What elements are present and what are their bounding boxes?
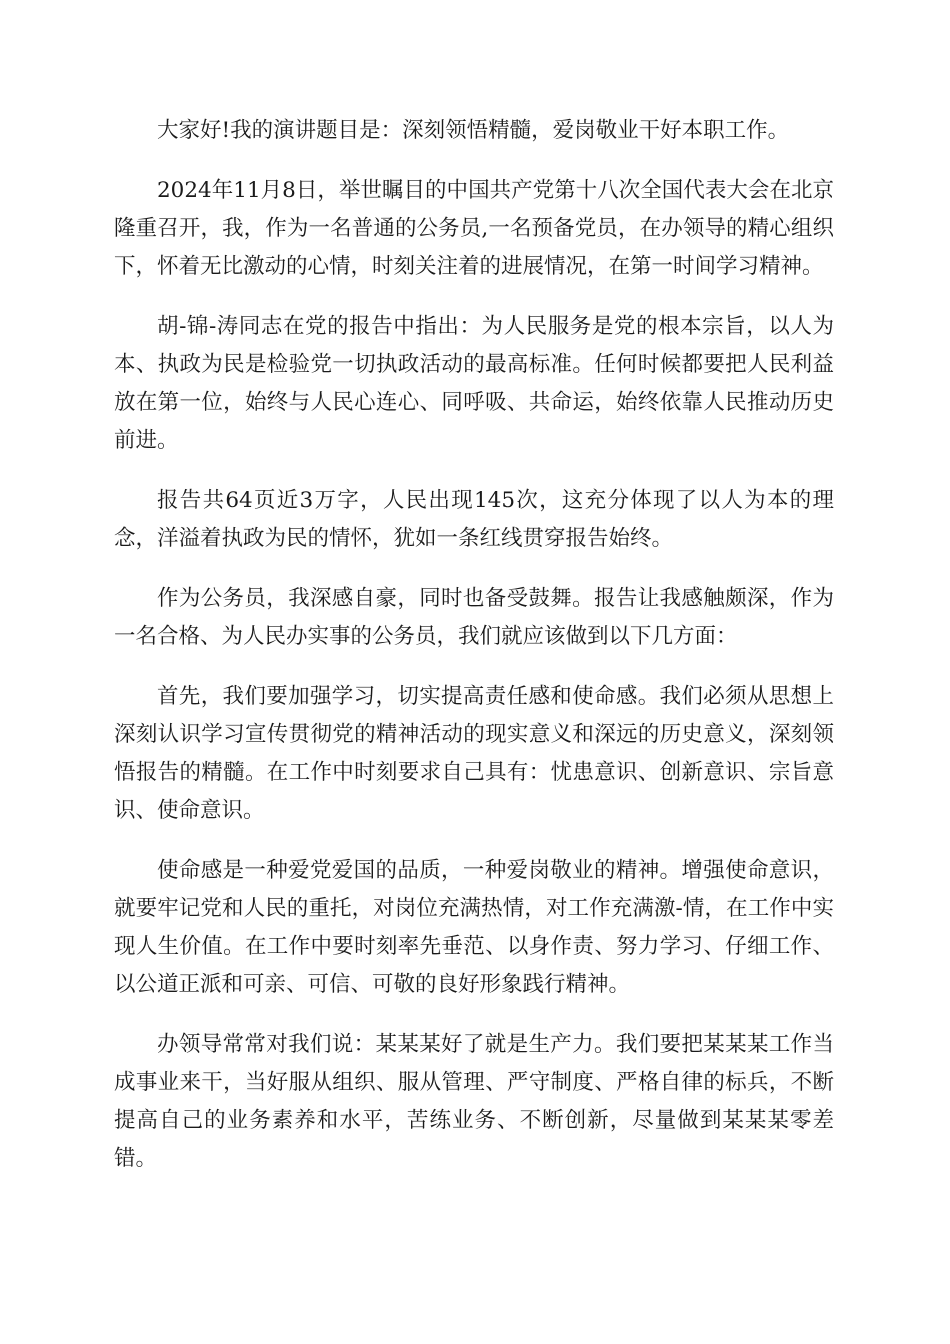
paragraph-greeting: 大家好!我的演讲题目是：深刻领悟精髓，爱岗敬业干好本职工作。 [157,118,790,143]
paragraph-report-stats: 报告共64页近3万字，人民出现145次，这充分体现了以人为本的理念，洋溢着执政为民的情怀，犹如一条红线贯穿报告始终。 [114,488,834,551]
paragraph-leadership: 办领导常常对我们说：某某某好了就是生产力。我们要把某某某工作当成事业来干，当好服从组织、服从管理、严守制度、严格自律的标兵，不断提高自己的业务素养和水平，苦练业务、不断创新，尽量做到某某某零差错。 [114,1032,834,1171]
paragraph-congress-date: 2024年11月8日，举世瞩目的中国共产党第十八次全国代表大会在北京隆重召开，我，作为一名普通的公务员,一名预备党员，在办领导的精心组织下，怀着无比激动的心情，时刻关注着的进展情况，在第一时间学习精神。 [114,178,834,279]
paragraph-civil-servant: 作为公务员，我深感自豪，同时也备受鼓舞。报告让我感触颇深，作为一名合格、为人民办实事的公务员，我们就应该做到以下几方面： [114,586,834,649]
paragraph-mission: 使命感是一种爱党爱国的品质，一种爱岗敬业的精神。增强使命意识，就要牢记党和人民的重托，对岗位充满热情，对工作充满激-情，在工作中实现人生价值。在工作中要时刻率先垂范、以身作责、努力学习、仔细工作、以公道正派和可亲、可信、可敬的良好形象践行精神。 [114,858,834,997]
paragraph-report-quote: 胡-锦-涛同志在党的报告中指出：为人民服务是党的根本宗旨，以人为本、执政为民是检验党一切执政活动的最高标准。任何时候都要把人民利益放在第一位，始终与人民心连心、同呼吸、共命运，始终依靠人民推动历史前进。 [114,314,834,453]
document-body [114,112,834,1200]
paragraph-first-study: 首先，我们要加强学习，切实提高责任感和使命感。我们必须从思想上深刻认识学习宣传贯彻党的精神活动的现实意义和深远的历史意义，深刻领悟报告的精髓。在工作中时刻要求自己具有：忧患意识、创新意识、宗旨意识、使命意识。 [114,684,834,823]
